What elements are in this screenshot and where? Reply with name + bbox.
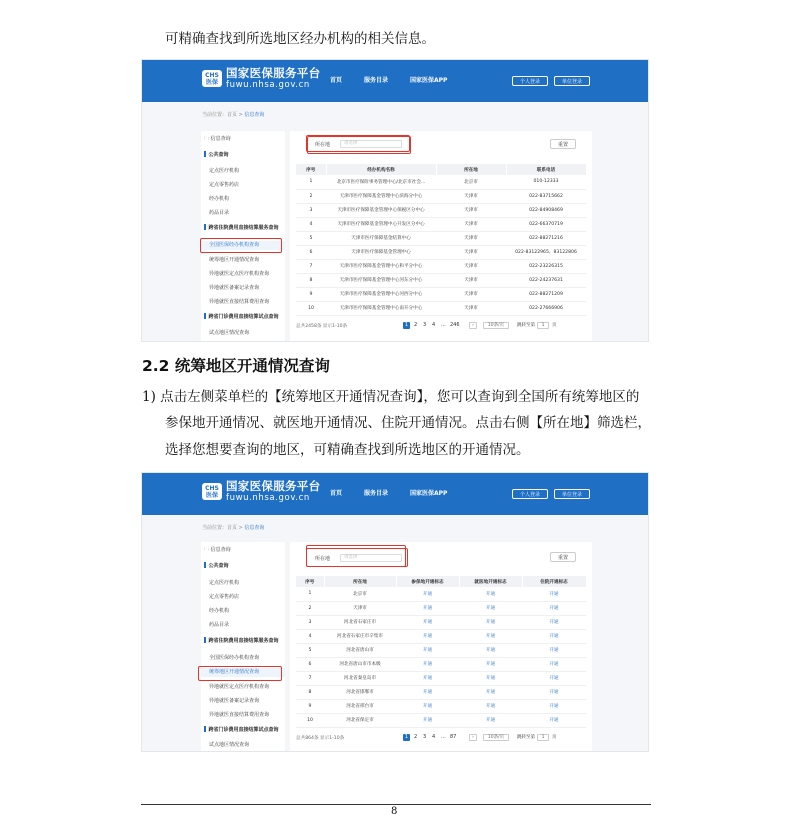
agency-table <box>296 164 587 316</box>
page-link[interactable]: 2 <box>414 734 418 740</box>
table-cell[interactable]: 开通 <box>459 699 522 713</box>
sidebar-item[interactable]: 异地就医定点医疗机构查询 <box>209 684 270 690</box>
coordination-area-table <box>296 576 587 728</box>
table-cell[interactable]: 开通 <box>522 587 586 601</box>
logo-title: 国家医保服务平台 <box>226 479 321 493</box>
table-row <box>296 615 586 629</box>
column-header: 序号 <box>296 576 324 587</box>
table-cell: 河北省唐山市市本级 <box>324 657 396 671</box>
table-row <box>296 657 586 671</box>
table-cell: 022-23226315 <box>506 259 586 273</box>
para-line-3: 选择您想要查询的地区，可精确查找到所选地区的开通情况。 <box>165 442 530 458</box>
table-cell[interactable]: 开通 <box>459 685 522 699</box>
sidebar-item[interactable]: 异地就医直接结算费用查询 <box>209 712 270 718</box>
page-link[interactable]: 2 <box>414 322 418 328</box>
sidebar-item-agency-query[interactable]: 全国医保经办机构查询 <box>201 241 285 250</box>
logo <box>202 67 320 90</box>
page-link[interactable]: 246 <box>450 322 460 328</box>
table-cell: 天津市医疗保障基金管理中心开发区分中心 <box>326 217 436 231</box>
table-cell[interactable]: 开通 <box>396 685 459 699</box>
screenshot-agency-query <box>141 59 649 342</box>
table-cell: 6 <box>296 657 324 671</box>
reset-button[interactable]: 重置 <box>550 139 576 149</box>
goto-suffix: 页 <box>552 323 557 328</box>
table-cell: 3 <box>296 615 324 629</box>
page-size-select[interactable]: 10条/页 <box>483 322 509 329</box>
table-cell: 022-84908469 <box>506 203 586 217</box>
logo-badge-icon: CHS 医保 <box>202 483 222 500</box>
table-cell[interactable]: 开通 <box>396 699 459 713</box>
sidebar-item[interactable]: 药品目录 <box>209 210 230 216</box>
table-cell[interactable]: 开通 <box>396 671 459 685</box>
table-cell: 天津市医疗保障基金管理中心河东分中心 <box>326 273 436 287</box>
table-cell: 1 <box>296 175 326 189</box>
table-cell: 天津市 <box>436 217 506 231</box>
column-header: 所在地 <box>324 576 396 587</box>
highlight-box-filter <box>306 545 406 567</box>
page-link[interactable]: 1 <box>404 734 409 740</box>
table-cell: 022-88271209 <box>506 287 586 301</box>
filter-label: 所在地 <box>315 142 331 148</box>
sidebar-item[interactable]: 经办机构 <box>209 608 230 614</box>
table-cell[interactable]: 开通 <box>522 643 586 657</box>
section-heading: 2.2 统筹地区开通情况查询 <box>142 357 330 375</box>
column-header: 住院开通标志 <box>522 576 586 587</box>
sidebar-item[interactable]: 统筹地区开通情况查询 <box>209 257 260 263</box>
table-cell: 9 <box>296 699 324 713</box>
table-cell[interactable]: 开通 <box>396 615 459 629</box>
sidebar-top[interactable]: 🗀 信息查询 <box>204 547 231 553</box>
table-cell: 022-66370719 <box>506 217 586 231</box>
table-cell: 022-27666906 <box>506 301 586 315</box>
page-link[interactable]: ... <box>441 322 446 328</box>
table-cell[interactable]: 开通 <box>396 601 459 615</box>
reset-button[interactable]: 重置 <box>550 552 576 562</box>
sidebar <box>201 131 285 341</box>
table-cell: 北京市 <box>324 587 396 601</box>
sidebar-item-coordination-area[interactable]: 统筹地区开通情况查询 <box>201 668 285 677</box>
table-cell[interactable]: 开通 <box>522 657 586 671</box>
logo-url: fuwu.nhsa.gov.cn <box>226 493 310 503</box>
top-navbar <box>142 60 648 102</box>
table-row <box>296 713 586 727</box>
intro-line: 可精确查找到所选地区经办机构的相关信息。 <box>165 31 435 47</box>
table-cell[interactable]: 开通 <box>396 587 459 601</box>
table-row <box>296 273 586 287</box>
table-cell[interactable]: 开通 <box>522 699 586 713</box>
table-cell: 天津市医疗保障基金管理中心和平分中心 <box>326 259 436 273</box>
page-link[interactable]: 3 <box>423 322 427 328</box>
table-cell: 5 <box>296 643 324 657</box>
next-page-button[interactable]: › <box>469 734 477 741</box>
page-size-select[interactable]: 10条/页 <box>483 734 509 741</box>
table-cell[interactable]: 开通 <box>522 685 586 699</box>
table-row <box>296 629 586 643</box>
table-cell: 022-83122965、83122806 <box>506 245 586 259</box>
table-cell[interactable]: 开通 <box>459 629 522 643</box>
goto-input[interactable]: 1 <box>537 734 549 741</box>
goto-suffix: 页 <box>552 735 557 740</box>
logo <box>202 480 320 503</box>
pagination-summary: 总共2458条 显示1-10条 <box>296 324 348 329</box>
unit-login-button[interactable]: 单位登录 <box>554 489 590 499</box>
table-row <box>296 231 586 245</box>
nav-home[interactable]: 首页 <box>330 77 343 84</box>
personal-login-button[interactable]: 个人登录 <box>512 76 548 86</box>
highlight-box-sidebar <box>198 666 282 681</box>
page-link[interactable]: 4 <box>432 734 436 740</box>
nav-app[interactable]: 国家医保APP <box>410 490 448 497</box>
table-cell: 河北省唐山市 <box>324 643 396 657</box>
column-header: 参保地开通标志 <box>396 576 459 587</box>
table-cell: 天津市医疗保障基金结算中心 <box>326 231 436 245</box>
table-cell: 022-83715662 <box>506 189 586 203</box>
table-row <box>296 587 586 601</box>
column-header: 联系电话 <box>506 164 586 175</box>
unit-login-button[interactable]: 单位登录 <box>554 76 590 86</box>
logo-title: 国家医保服务平台 <box>226 66 321 80</box>
table-cell: 天津市医疗保障基金管理中心 <box>326 245 436 259</box>
table-cell: 9 <box>296 287 326 301</box>
table-cell[interactable]: 开通 <box>522 629 586 643</box>
breadcrumb: 当前位置：首页 > 信息查询 <box>202 112 265 118</box>
table-row <box>296 301 586 315</box>
column-header: 就医地开通标志 <box>459 576 522 587</box>
screenshot-coordination-area-query <box>141 472 649 752</box>
table-cell: 河北省秦皇岛市 <box>324 671 396 685</box>
table-cell[interactable]: 开通 <box>459 657 522 671</box>
column-header: 所在地 <box>436 164 506 175</box>
page-link[interactable]: ... <box>441 734 446 740</box>
table-cell[interactable]: 开通 <box>522 601 586 615</box>
sidebar-group-public[interactable]: 公共查询 <box>201 562 229 569</box>
filter-label: 所在地 <box>315 556 331 562</box>
sidebar-item[interactable]: 异地就医备案记录查询 <box>209 285 260 291</box>
table-cell[interactable]: 开通 <box>459 587 522 601</box>
table-cell[interactable]: 开通 <box>522 713 586 727</box>
sidebar-item[interactable]: 试点地区情况查询 <box>209 742 250 748</box>
top-navbar <box>142 473 648 515</box>
table-cell: 北京市 <box>436 175 506 189</box>
sidebar-item[interactable]: 异地就医直接结算费用查询 <box>209 299 270 305</box>
pagination-summary: 总共864条 显示1-10条 <box>296 736 345 741</box>
table-cell: 2 <box>296 601 324 615</box>
nav-service-catalog[interactable]: 服务目录 <box>364 77 389 84</box>
personal-login-button[interactable]: 个人登录 <box>512 489 548 499</box>
sidebar-group-cross-province-inpatient[interactable]: 跨省住院费用直接结算服务查询 <box>201 637 279 644</box>
table-row <box>296 287 586 301</box>
location-select[interactable]: 请选择 <box>340 554 402 562</box>
table-cell: 10 <box>296 301 326 315</box>
table-row <box>296 245 586 259</box>
table-cell: 北京市医疗保险事务管理中心/北京市社会... <box>326 175 436 189</box>
sidebar-item[interactable]: 异地就医备案记录查询 <box>209 698 260 704</box>
highlight-box-filter <box>307 136 411 154</box>
table-row <box>296 175 586 189</box>
logo-url: fuwu.nhsa.gov.cn <box>226 80 310 90</box>
nav-home[interactable]: 首页 <box>330 490 343 497</box>
para-line-1: 1) 点击左侧菜单栏的【统筹地区开通情况查询】，您可以查询到全国所有统筹地区的 <box>142 389 640 405</box>
sidebar <box>201 542 285 751</box>
table-cell: 10 <box>296 713 324 727</box>
table-row <box>296 189 586 203</box>
table-cell: 010-12333 <box>506 175 586 189</box>
column-header: 序号 <box>296 164 326 175</box>
page-link[interactable]: 1 <box>404 322 409 328</box>
table-cell[interactable]: 开通 <box>459 615 522 629</box>
sidebar-item[interactable]: 定点医疗机构 <box>209 580 240 586</box>
sidebar-item[interactable]: 定点医疗机构 <box>209 168 240 174</box>
table-cell: 6 <box>296 245 326 259</box>
table-cell: 河北省邯郸市 <box>324 685 396 699</box>
sidebar-group-outpatient[interactable]: 跨省门诊费用直接结算试点查询 <box>201 313 279 320</box>
sidebar-group-outpatient[interactable]: 跨省门诊费用直接结算试点查询 <box>201 726 279 733</box>
sidebar-item[interactable]: 药品目录 <box>209 622 230 628</box>
table-row <box>296 601 586 615</box>
location-select[interactable]: 请选择 <box>340 140 402 148</box>
table-cell[interactable]: 开通 <box>396 713 459 727</box>
nav-service-catalog[interactable]: 服务目录 <box>364 490 389 497</box>
sidebar-item[interactable]: 异地就医定点医疗机构查询 <box>209 271 270 277</box>
page-number: 8 <box>391 806 398 817</box>
sidebar-item[interactable]: 经办机构 <box>209 196 230 202</box>
table-row <box>296 203 586 217</box>
table-cell: 河北省石家庄市辛集市 <box>324 629 396 643</box>
table-cell: 河北省邢台市 <box>324 699 396 713</box>
sidebar-item[interactable]: 试点地区情况查询 <box>209 330 250 336</box>
table-cell: 天津市 <box>436 259 506 273</box>
table-cell: 天津市医疗保障基金管理中心南开分中心 <box>326 301 436 315</box>
footer-rule <box>141 804 651 805</box>
para-line-2: 参保地开通情况、就医地开通情况、住院开通情况。点击右侧【所在地】筛选栏， <box>165 415 651 431</box>
table-cell: 天津市医疗保障基金管理中心河西分中心 <box>326 287 436 301</box>
goto-label: 跳转至第 <box>517 323 535 328</box>
goto-label: 跳转至第 <box>517 735 535 740</box>
table-cell: 4 <box>296 217 326 231</box>
table-row <box>296 685 586 699</box>
table-row <box>296 217 586 231</box>
table-cell[interactable]: 开通 <box>396 657 459 671</box>
table-cell[interactable]: 开通 <box>396 643 459 657</box>
column-header: 经办机构名称 <box>326 164 436 175</box>
table-cell: 022-88271216 <box>506 231 586 245</box>
table-cell[interactable]: 开通 <box>459 671 522 685</box>
table-cell: 天津市 <box>436 245 506 259</box>
page-link[interactable]: 3 <box>423 734 427 740</box>
table-cell: 河北省石家庄市 <box>324 615 396 629</box>
table-cell: 天津市医疗保障基金管理中心滨海分中心 <box>326 189 436 203</box>
table-cell: 2 <box>296 189 326 203</box>
table-cell: 5 <box>296 231 326 245</box>
table-row <box>296 671 586 685</box>
table-cell[interactable]: 开通 <box>459 601 522 615</box>
table-cell: 8 <box>296 273 326 287</box>
page-link[interactable]: 4 <box>432 322 436 328</box>
results-panel <box>290 131 592 341</box>
table-cell[interactable]: 开通 <box>459 643 522 657</box>
results-panel <box>290 542 592 751</box>
table-cell: 7 <box>296 671 324 685</box>
table-cell: 天津市 <box>436 189 506 203</box>
sidebar-item[interactable]: 定点零售药店 <box>209 182 240 188</box>
table-cell[interactable]: 开通 <box>396 629 459 643</box>
sidebar-group-public[interactable]: 公共查询 <box>201 151 229 158</box>
goto-input[interactable]: 1 <box>537 322 549 329</box>
table-cell: 天津市 <box>436 273 506 287</box>
table-cell: 022-24237631 <box>506 273 586 287</box>
table-cell: 天津市医疗保障基金管理中心保税区分中心 <box>326 203 436 217</box>
table-cell: 3 <box>296 203 326 217</box>
table-cell: 8 <box>296 685 324 699</box>
table-row <box>296 259 586 273</box>
sidebar-item[interactable]: 定点零售药店 <box>209 594 240 600</box>
table-cell[interactable]: 开通 <box>522 615 586 629</box>
next-page-button[interactable]: › <box>469 322 477 329</box>
logo-badge-icon: CHS 医保 <box>202 70 222 87</box>
sidebar-top[interactable]: 🗀 信息查询 <box>204 136 231 142</box>
table-row <box>296 699 586 713</box>
table-cell: 4 <box>296 629 324 643</box>
page-link[interactable]: 87 <box>450 734 457 740</box>
table-cell: 天津市 <box>436 301 506 315</box>
table-cell: 1 <box>296 587 324 601</box>
table-cell: 7 <box>296 259 326 273</box>
sidebar-item[interactable]: 全国医保经办机构查询 <box>209 655 260 661</box>
breadcrumb: 当前位置：首页 > 信息查询 <box>202 525 265 531</box>
table-cell[interactable]: 开通 <box>522 671 586 685</box>
nav-app[interactable]: 国家医保APP <box>410 77 448 84</box>
table-cell[interactable]: 开通 <box>459 713 522 727</box>
table-cell: 天津市 <box>436 203 506 217</box>
table-cell: 河北省保定市 <box>324 713 396 727</box>
highlight-box-sidebar <box>200 238 282 253</box>
table-cell: 天津市 <box>436 287 506 301</box>
table-cell: 天津市 <box>324 601 396 615</box>
sidebar-group-cross-province-inpatient[interactable]: 跨省住院费用直接结算服务查询 <box>201 224 279 231</box>
table-cell: 天津市 <box>436 231 506 245</box>
table-row <box>296 643 586 657</box>
